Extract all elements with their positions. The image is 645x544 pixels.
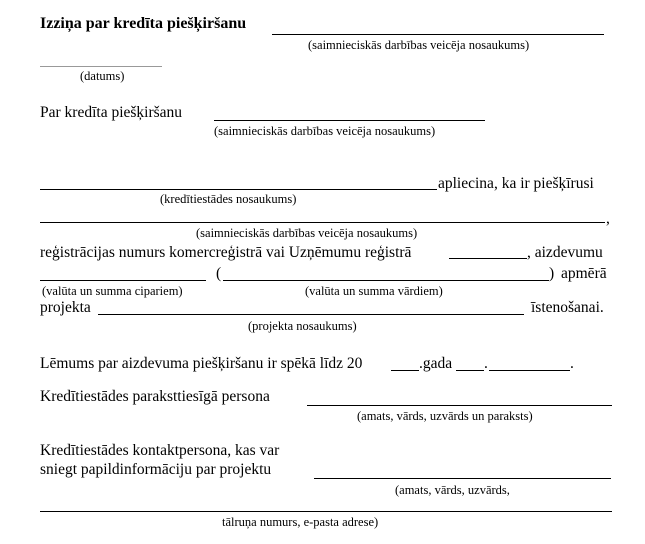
comma: , [606,210,610,227]
signatory-caption: (amats, vārds, uzvārds un paraksts) [357,409,533,423]
validity-sep: . [484,355,488,372]
validity-prefix: Lēmums par aizdevuma piešķiršanu ir spēkā līdz 20 [40,355,363,372]
signatory-label: Kredītiestādes paraksttiesīgā persona [40,388,270,405]
date-field[interactable] [40,66,162,67]
certifies-text: apliecina, ka ir piešķīrusi [438,175,594,192]
subject-label: Par kredīta piešķiršanu [40,104,183,121]
amount-word: apmērā [561,265,607,282]
contact-details-field[interactable] [40,511,612,512]
contact-label-line1: Kredītiestādes kontaktpersona, kas var [40,442,280,459]
institution-caption: (kredītiestādes nosaukums) [160,192,297,206]
validity-year-label: .gada [419,355,453,372]
amount-words-caption: (valūta un summa vārdiem) [305,284,443,298]
project-prefix: projekta [40,299,91,316]
contact-label-line2: sniegt papildinformāciju par projektu [40,461,272,478]
validity-month-field[interactable] [489,370,570,371]
validity-day-field[interactable] [456,370,484,371]
project-caption: (projekta nosaukums) [248,319,357,333]
project-name-field[interactable] [98,314,524,315]
amount-digits-field[interactable] [40,280,206,281]
entity-name-field[interactable] [272,34,604,35]
project-suffix: īstenošanai. [531,299,604,316]
entity-name-caption: (saimnieciskās darbības veicēja nosaukums) [308,38,530,52]
contact-caption-2: tālruņa numurs, e-pasta adrese) [222,515,379,529]
validity-end: . [570,355,574,372]
date-caption: (datums) [80,69,125,83]
validity-year-field[interactable] [391,370,419,371]
close-paren: ) [549,265,555,282]
institution-name-field[interactable] [40,189,437,190]
recipient-entity-field[interactable] [40,222,605,223]
open-paren: ( [216,265,222,282]
recipient-entity-caption: (saimnieciskās darbības veicēja nosaukums) [196,226,418,240]
amount-words-field[interactable] [223,280,549,281]
registry-text: reģistrācijas numurs komercreģistrā vai Uzņēmumu reģistrā [40,244,412,261]
contact-person-field[interactable] [314,478,611,479]
contact-caption-1: (amats, vārds, uzvārds, [395,483,510,497]
registry-number-field[interactable] [449,258,527,259]
page-title: Izziņa par kredīta piešķiršanu [40,15,247,32]
amount-digits-caption: (valūta un summa cipariem) [42,284,183,298]
signatory-field[interactable] [307,405,612,406]
subject-entity-field[interactable] [214,120,485,121]
subject-entity-caption: (saimnieciskās darbības veicēja nosaukums) [214,124,436,138]
registry-tail: , aizdevumu [527,244,603,261]
